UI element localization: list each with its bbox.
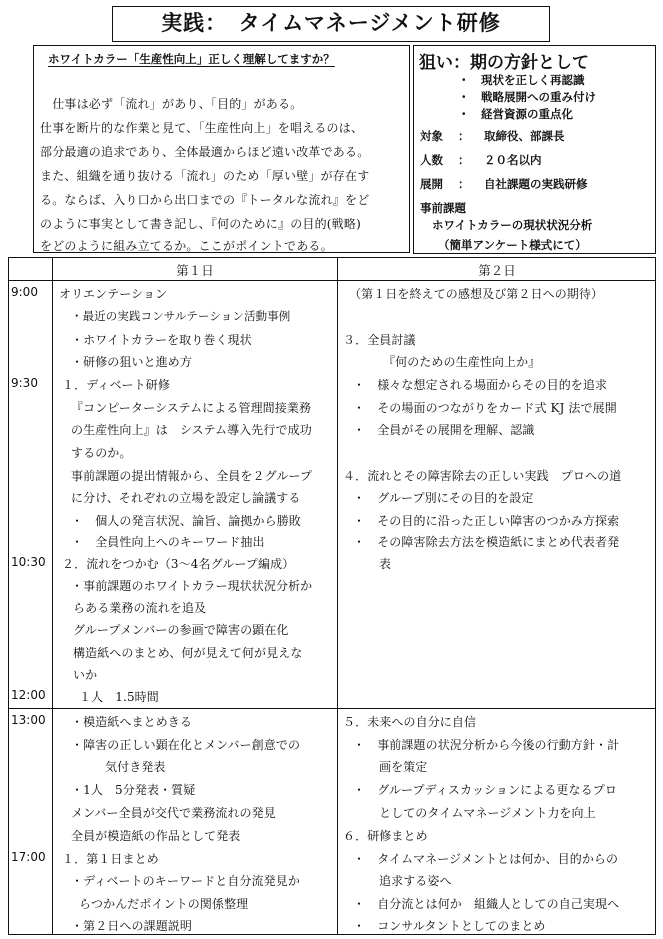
page-title: 実践： タイムマネージメント研修 xyxy=(112,6,550,42)
goal-title: 狙い：期の方針として xyxy=(419,53,589,73)
day2-am-line: ・ 全員がその展開を理解、認識 xyxy=(353,423,535,437)
day1-am-line: 『コンピーターシステムによる管理間接業務 xyxy=(71,401,312,415)
time-label: 9:30 xyxy=(11,376,38,390)
goal-bullet: ・ 経営資源の重点化 xyxy=(458,107,573,121)
prework-note: （簡単アンケート様式にて） xyxy=(438,238,587,252)
day1-am-line: ・ホワイトカラーを取り巻く現状 xyxy=(71,333,252,347)
schedule-table xyxy=(8,257,656,935)
intro-line: る。ならば、入り口から出口までの『トータルな流れ』をど xyxy=(40,193,370,207)
prework-value: ホワイトカラーの現状状況分析 xyxy=(432,218,593,232)
day1-am-line: ・研修の狙いと進め方 xyxy=(71,355,193,369)
day1-am-line: オリエンテーション xyxy=(59,287,168,301)
day1-header: 第１日 xyxy=(176,263,214,278)
count-label: 人数 xyxy=(420,153,443,167)
day2-am-line: 『何のための生産性向上か』 xyxy=(383,355,541,369)
day1-pm-line: ・障害の正しい顕在化とメンバー創意での xyxy=(71,738,301,752)
target-value: 取締役、部課長 xyxy=(484,129,565,143)
day2-am-line: 表 xyxy=(379,557,392,571)
day1-am-line: 構造紙へのまとめ、何が見えて何が見えな xyxy=(73,646,303,660)
day2-pm-line: 追求する姿へ xyxy=(379,874,452,888)
day2-am-line: ・ その目的に沿った正しい障害のつかみ方探索 xyxy=(353,514,620,528)
day2-am-line: ・ その場面のつながりをカード式 KJ 法で展開 xyxy=(353,401,617,415)
day2-am-line: ・ グループ別にその目的を設定 xyxy=(353,491,534,505)
day2-am-line: ４．流れとその障害除去の正しい実践 プロへの道 xyxy=(343,469,622,483)
day2-pm-line: ・ 事前課題の状況分析から今後の行動方針・計 xyxy=(353,738,620,752)
day2-pm-line: ・ コンサルタントとしてのまとめ xyxy=(353,919,546,933)
day1-am-line: ・事前課題のホワイトカラー現状状況分析か xyxy=(71,579,313,593)
day1-am-line: １人 1.5時間 xyxy=(79,690,159,704)
day2-am-line: ３．全員討議 xyxy=(343,333,416,347)
goal-bullet: ・ 戦略展開への重み付け xyxy=(458,90,596,104)
intro-line: 部分最適の追求であり、全体最適からほど遠い改革である。 xyxy=(40,145,370,159)
intro-panel xyxy=(33,45,410,253)
target-colon: ： xyxy=(458,129,470,143)
goal-bullet: ・ 現状を正しく再認識 xyxy=(458,73,585,87)
intro-line: 仕事は必ず「流れ」があり、「目的」がある。 xyxy=(40,97,303,111)
prework-label: 事前課題 xyxy=(420,201,466,215)
day1-am-line: １．ディベート研修 xyxy=(62,378,170,392)
day1-pm-line: ・第２日への課題説明 xyxy=(71,919,193,933)
day1-pm-line: ・模造紙へまとめきる xyxy=(71,715,193,729)
day2-am-line: （第１日を終えての感想及び第２日への期待） xyxy=(349,287,604,301)
time-label: 10:30 xyxy=(11,555,46,569)
intro-line: 仕事を断片的な作業と見て、「生産性向上」を唱えるのは、 xyxy=(40,121,364,135)
day1-am-line: するのか。 xyxy=(71,446,132,460)
time-label: 13:00 xyxy=(11,713,46,727)
intro-line: をどのように組み立てるか。ここがポイントである。 xyxy=(40,239,333,253)
day1-am-line: ・最近の実践コンサルテーション活動事例 xyxy=(71,309,291,323)
day2-am-line: ・ その障害除去方法を模造紙にまとめ代表者発 xyxy=(353,535,620,549)
deploy-colon: ： xyxy=(458,177,470,191)
day1-am-line: いか xyxy=(73,668,98,682)
day2-header: 第２日 xyxy=(478,263,516,278)
intro-line: のように事実として書き記し、『何のために』の目的(戦略) xyxy=(40,217,361,231)
day1-pm-line: らつかんだポイントの関係整理 xyxy=(79,897,249,911)
time-label: 17:00 xyxy=(11,850,46,864)
day2-pm-line: ６．研修まとめ xyxy=(343,829,428,843)
day1-am-line: 事前課題の提出情報から、全員を２グループ xyxy=(71,469,313,483)
deploy-value: 自社課題の実践研修 xyxy=(484,177,588,191)
target-label: 対象 xyxy=(420,129,443,143)
intro-heading: ホワイトカラー「生産性向上」正しく理解してますか？ xyxy=(48,52,335,66)
day1-pm-line: ・1人 5分発表・質疑 xyxy=(71,783,196,797)
day1-am-line: グループメンバーの参画で障害の顕在化 xyxy=(73,623,289,637)
deploy-label: 展開 xyxy=(420,177,443,191)
day2-pm-line: ・ タイムマネージメントとは何か、目的からの xyxy=(353,852,619,866)
day1-pm-line: ・ディベートのキーワードと自分流発見か xyxy=(71,874,300,888)
day1-pm-line: メンバー全員が交代で業務流れの発見 xyxy=(71,806,276,820)
day2-pm-line: ・ グループディスカッションによる更なるプロ xyxy=(353,783,617,797)
day1-pm-line: １．第１日まとめ xyxy=(62,852,159,866)
time-label: 9:00 xyxy=(11,285,38,299)
day2-am-line: ・ 様々な想定される場面からその目的を追求 xyxy=(353,378,608,392)
day1-am-line: ・ 全員性向上へのキーワード抽出 xyxy=(71,535,265,549)
day1-pm-line: 全員が模造紙の作品として発表 xyxy=(71,829,241,843)
day1-am-line: らある業務の流れを追及 xyxy=(73,601,207,615)
day1-am-line: の生産性向上』は システム導入先行で成功 xyxy=(71,423,312,437)
goal-panel xyxy=(413,45,656,254)
day1-am-line: ２．流れをつかむ（3～4名グループ編成） xyxy=(62,557,295,571)
day1-am-line: ・ 個人の発言状況、論旨、論拠から勝敗 xyxy=(71,514,301,528)
intro-line: また、組織を通り抜ける「流れ」のため「厚い壁」が存在す xyxy=(40,169,370,183)
day2-pm-line: 画を策定 xyxy=(379,760,428,774)
count-value: ２０名以内 xyxy=(484,153,542,167)
count-colon: ： xyxy=(458,153,470,167)
day1-pm-line: 気付き発表 xyxy=(105,760,166,774)
day2-pm-line: ・ 自分流とは何か 組織人としての自己実現へ xyxy=(353,897,620,911)
day1-am-line: に分け、それぞれの立場を設定し論議する xyxy=(71,491,301,505)
time-label: 12:00 xyxy=(11,688,46,702)
day2-pm-line: ５．未来への自分に自信 xyxy=(343,715,477,729)
day2-pm-line: としてのタイムマネージメント力を向上 xyxy=(379,806,596,820)
